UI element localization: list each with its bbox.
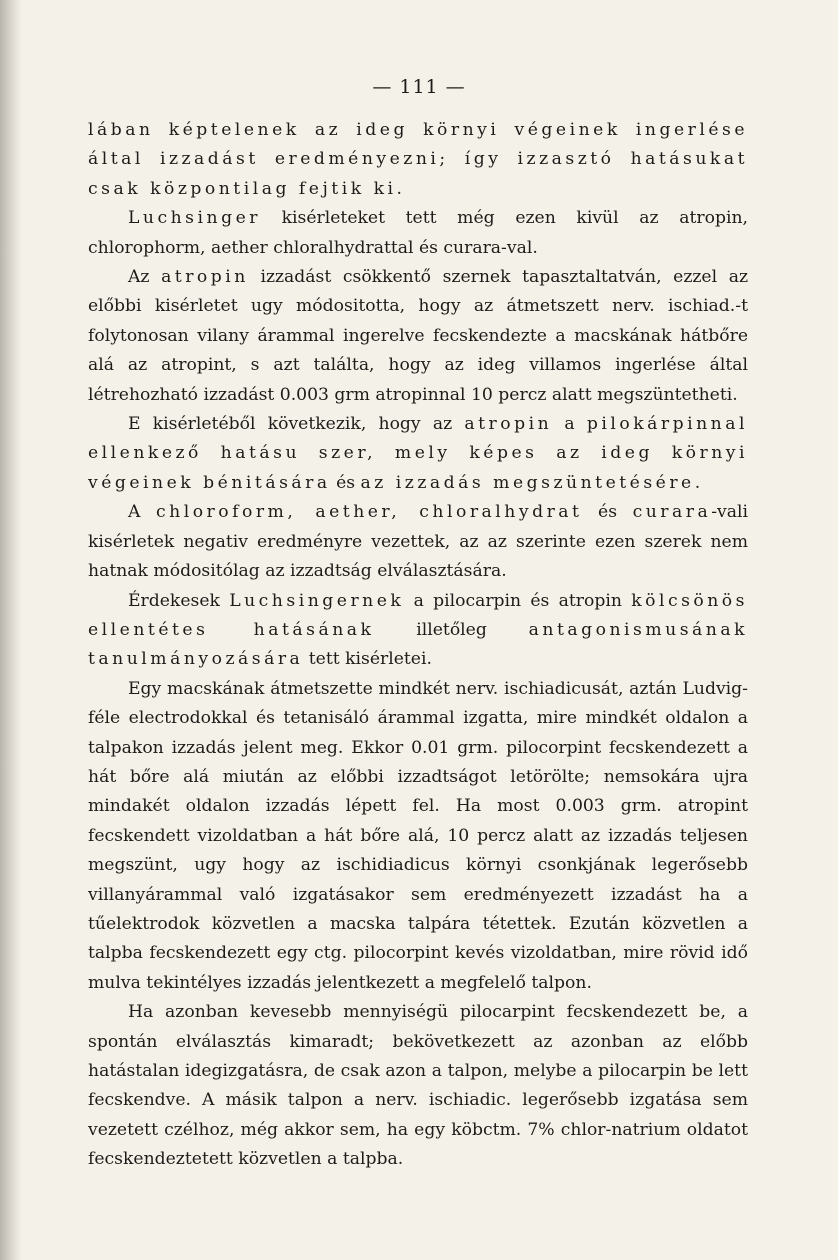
page-edge-shadow [0,0,22,1260]
page-number: — 111 — [372,76,466,98]
paragraph [88,587,748,675]
paragraph [88,116,748,204]
text-run: Egy macskának átmetszette mindkét nerv. ischiadicusát, aztán Ludvig-féle electrodokkal és tetanisáló árammal izgatta, mire mindkét oldalon a talpakon izzadás jelent meg. Ekkor 0.01 grm. pilocorpint fecskendezett a hát bőre alá miután az előbbi izzadtságot letörölte; nemsokára ujra mindakét oldalon izzadás lépett fel. Ha most 0.003 grm. atropint fecskendett vizoldatban a hát bőre alá, 10 percz alatt az izzadás teljesen megszünt, ugy hogy az ischidiadicus környi csonkjának legerősebb villanyárammal való izgatásakor sem eredményezett izzadást ha a tűelektrodok közvetlen a macska talpára tétettek. Ezután közvetlen a talpba fecskendezett egy ctg. pilocorpint kevés vizoldatban, mire rövid idő mulva tekintélyes izzadás jelentkezett a megfelelő talpon. [88,678,748,993]
text-run: E kisérletéből következik, hogy az [128,414,465,435]
paragraph [88,410,748,498]
spaced-emphasis-text: az izzadás megszüntetésére. [360,472,704,493]
text-run: és [582,502,633,523]
text-run: Az [128,267,162,288]
text-run: izzadást csökkentő szernek tapasztaltatván, ezzel az előbbi kisérletet ugy módositotta, hogy az átmetszett nerv. ischiad.-t folytonosan vilany árammal ingerelve fecskendezte a macskának hátbőre alá az atropint, s azt találta, hogy az ideg villamos ingerlése által létrehozható izzadást 0.003 grm atropinnal 10 percz alatt megszüntetheti. [88,267,748,405]
text-run: tett kisérletei. [303,649,432,670]
text-run: a [552,414,587,435]
text-run: kisérleteket tett még ezen kivül az atropin, chlorophorm, aether chloralhydrattal és curara-val. [88,208,748,258]
spaced-emphasis-text: Luchsinger [128,208,261,229]
spaced-emphasis-text: lában képtelenek az ideg környi végeinek ingerlése által izzadást eredményezni; így izzasztó hatásukat csak központilag fejtik ki. [88,120,748,199]
text-run: a pilocarpin és atropin [404,590,632,611]
spaced-emphasis-text: curara [632,502,712,523]
paragraph [88,263,748,410]
paragraph [88,204,748,263]
spaced-emphasis-text: antagonismusának tanulmányozására [88,619,748,670]
spaced-emphasis-text: atropin [161,267,249,288]
text-run: Érdekesek [128,590,230,611]
spaced-emphasis-text: Luchsingernek [229,590,405,611]
body-text [88,116,748,1175]
paragraph [88,998,748,1174]
text-run: Ha azonban kevesebb mennyiségü pilocarpint fecskendezett be, a spontán elválasztás kimaradt; bekövetkezett az azonban az előbb hatástalan idegizgatásra, de csak azon a talpon, melybe a pilocarpin be lett fecskendve. A másik talpon a nerv. ischiadic. legerősebb izgatása sem vezetett czélhoz, még akkor sem, ha egy köbctm. 7% chlor-natrium oldatot fecskendeztetett közvetlen a talpba. [88,1002,748,1170]
text-run: és [330,472,361,493]
spaced-emphasis-text: kölcsönös ellentétes hatásának [88,590,748,640]
text-run: A [128,502,156,523]
spaced-emphasis-text: atropin [464,414,553,435]
paragraph [88,498,748,586]
spaced-emphasis-text: chloroform, aether, chloralhydrat [156,502,583,523]
paragraph [88,675,748,998]
text-run: -vali kisérletek negativ eredményre vezettek, az az szerinte ezen szerek nem hatnak módositólag az izzadtság elválasztására. [88,502,748,582]
text-run: illetőleg [374,619,529,640]
spaced-emphasis-text: pilokárpinnal ellenkező hatásu szer, mely képes az ideg környi végeinek bénitására [88,414,748,493]
